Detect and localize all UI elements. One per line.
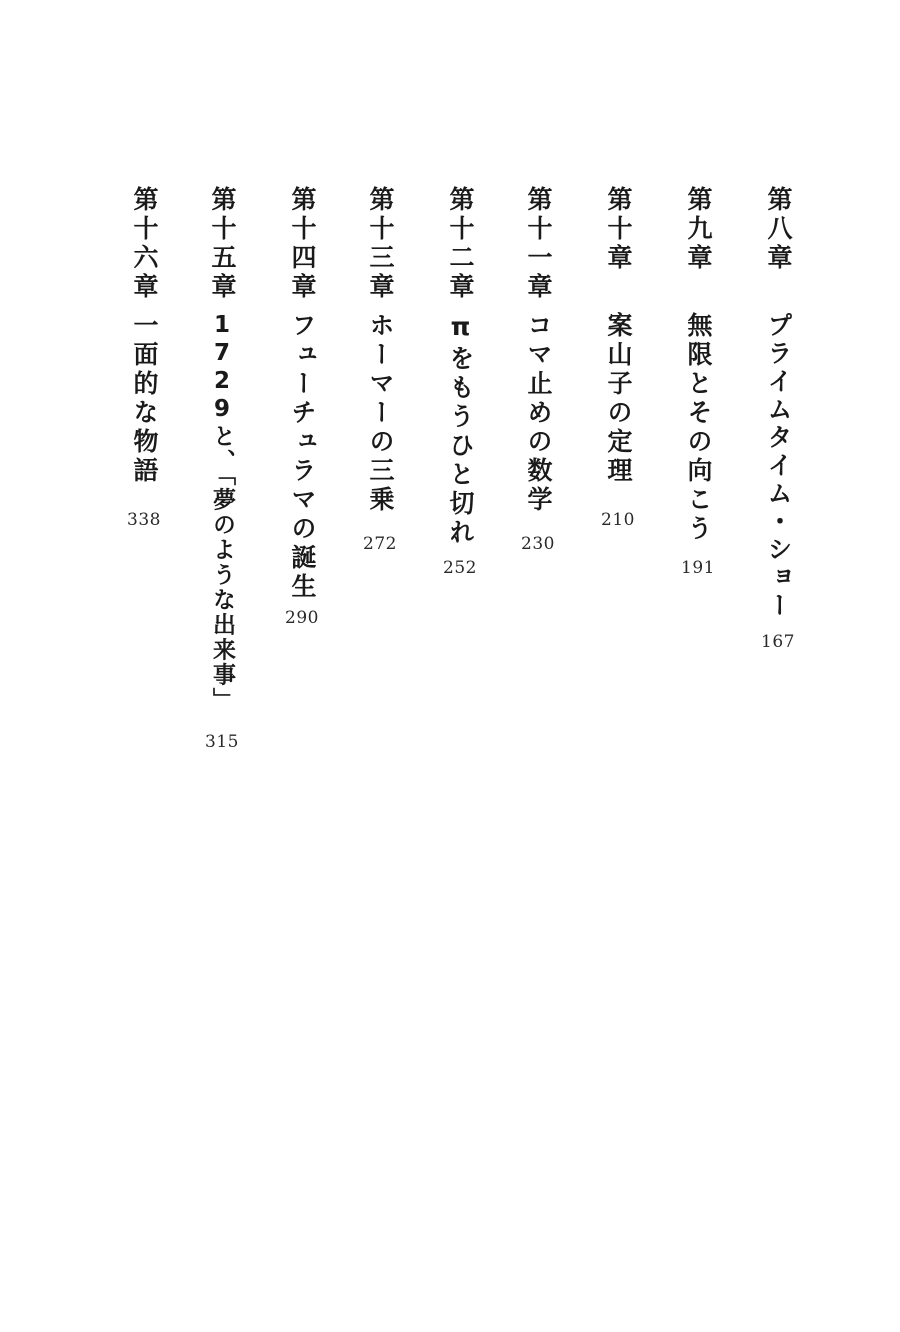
page-number: 252 — [443, 558, 477, 578]
chapter-title: プライムタイム・ショー — [764, 312, 793, 620]
page-number: 210 — [601, 510, 635, 530]
page-number: 338 — [127, 510, 161, 530]
toc-entry-ch12 — [440, 186, 480, 786]
toc-entry-ch9 — [678, 186, 718, 786]
toc-entry-ch11 — [518, 186, 558, 786]
chapter-title: 一面的な物語 — [130, 312, 159, 486]
chapter-number: 第十一章 — [524, 186, 553, 302]
chapter-title: 1729と、「夢のような出来事」 — [209, 312, 235, 713]
toc-entry-ch8 — [758, 186, 798, 786]
chapter-title: フューチュラマの誕生 — [288, 312, 317, 602]
chapter-title: 案山子の定理 — [604, 312, 633, 486]
toc-entry-ch15 — [202, 186, 242, 786]
chapter-title: コマ止めの数学 — [524, 312, 553, 515]
chapter-number: 第十六章 — [130, 186, 159, 302]
page-number: 315 — [205, 732, 239, 752]
toc-entry-ch14 — [282, 186, 322, 786]
page-number: 272 — [363, 534, 397, 554]
chapter-number: 第十五章 — [208, 186, 237, 302]
page-number: 167 — [761, 632, 795, 652]
page-number: 191 — [681, 558, 715, 578]
toc-entry-ch10 — [598, 186, 638, 786]
chapter-title: ホーマーの三乗 — [366, 312, 395, 515]
toc-entry-ch13 — [360, 186, 400, 786]
chapter-number: 第十章 — [604, 186, 633, 273]
chapter-title: 無限とその向こう — [684, 312, 713, 544]
page-number: 290 — [285, 608, 319, 628]
chapter-number: 第八章 — [764, 186, 793, 273]
chapter-number: 第九章 — [684, 186, 713, 273]
chapter-title: πをもうひと切れ — [446, 312, 475, 548]
chapter-number: 第十二章 — [446, 186, 475, 302]
page-number: 230 — [521, 534, 555, 554]
chapter-number: 第十四章 — [288, 186, 317, 302]
chapter-number: 第十三章 — [366, 186, 395, 302]
toc-entry-ch16 — [124, 186, 164, 786]
